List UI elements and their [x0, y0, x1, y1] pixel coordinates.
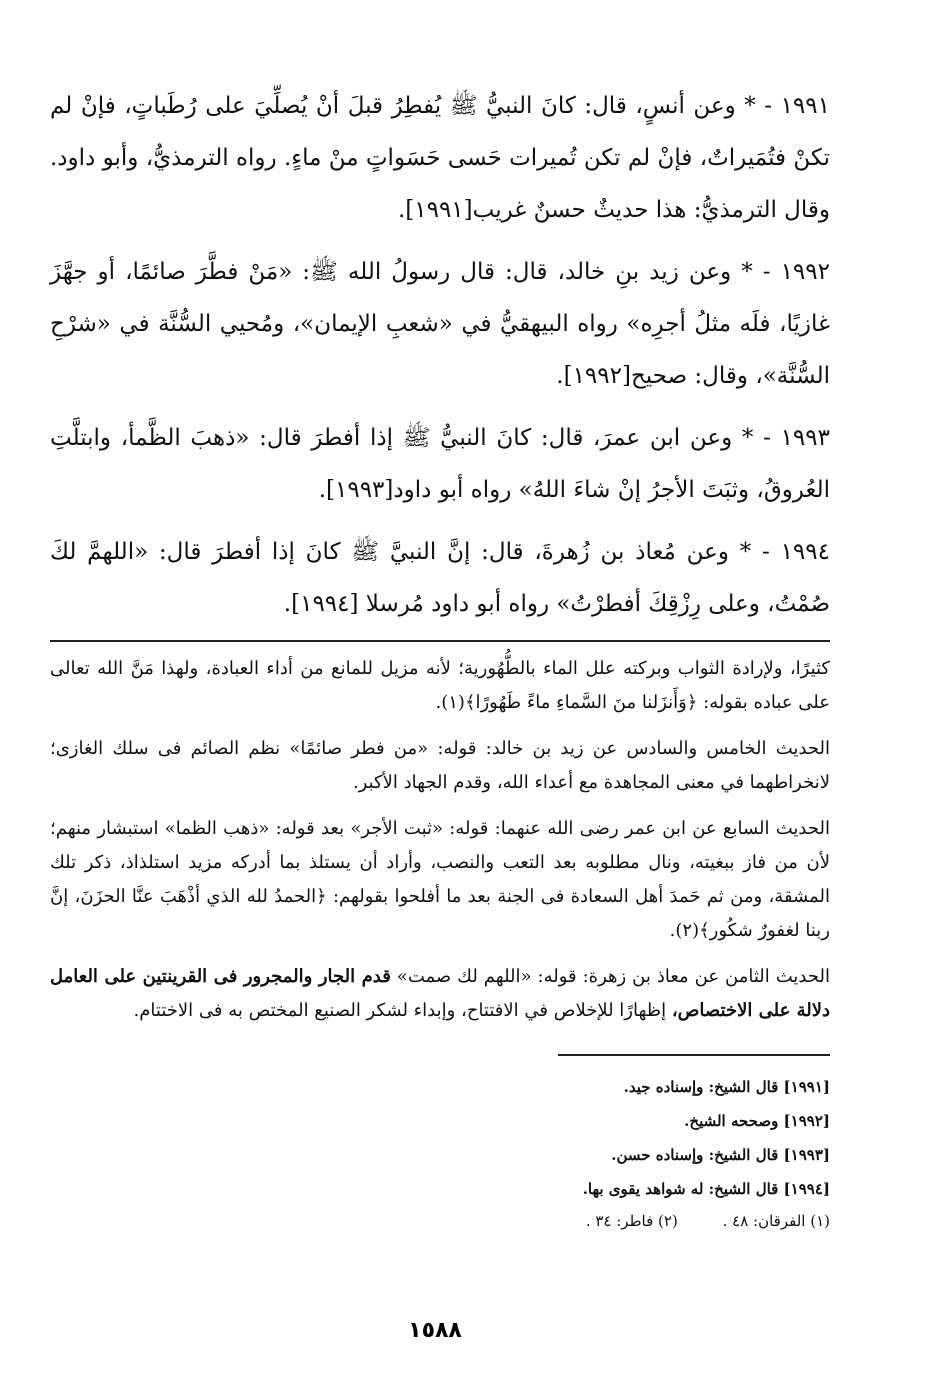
divider-commentary [50, 640, 830, 642]
quran-ref-1: (١) الفرقان: ٤٨ . [722, 1212, 830, 1230]
hadith-1994: ١٩٩٤ - * وعن مُعاذ بن زُهرةَ، قال: إنَّ النبيَّ ﷺ كانَ إذا أفطرَ قال: «اللهمَّ لكَ صُمْتُ، وعلى رِزْقِكَ أفطرْتُ» رواه أبو داود مُرسلا [١٩٩٤]. [50, 539, 830, 617]
page-body [50, 80, 830, 1234]
quran-ref-2: (٢) فاطر: ٣٤ . [585, 1212, 678, 1230]
commentary-paragraph-1: كثيرًا، ولإرادة الثواب وبركته علل الماء بالطُّهُورية؛ لأنه مزيل للمانع من أداء العبادة، ولهذا مَنَّ الله تعالى على عباده بقوله: ﴿وَأَنزَلنا منَ السَّماءِ ماءً طَهُورًا﴾(١). [50, 658, 830, 713]
commentary-paragraph-3: الحديث السابع عن ابن عمر رضى الله عنهما: قوله: «ثبت الأجر» بعد قوله: «ذهب الظما» استبشار منهم؛ لأن من فاز ببغيته، ونال مطلوبه بعد التعب والنصب، وأراد أن يستلذ بما أدركه مزيد استلذاذ، ذكر تلك المشقة، ومن ثم حَمدَ أهل السعادة فى الجنة بعد ما أفلحوا بقولهم: ﴿الحمدُ لله الذي أذْهَبَ عنَّا الحزَنَ، إنَّ ربنا لغفورٌ شكُور﴾(٢). [50, 818, 830, 941]
commentary-4-bold: قدم الجار والمجرور فى القرينتين على العامل دلالة على الاختصاص، [50, 966, 830, 1021]
footnote-1994: [١٩٩٤] قال الشيخ: له شواهد يقوى بها. [582, 1180, 830, 1198]
commentary-4-tail: إظهارًا للإخلاص في الافتتاح، وإبداء لشكر الصنيع المختص به فى الاختتام. [133, 1000, 667, 1021]
footnote-1991: [١٩٩١] قال الشيخ: وإسناده جيد. [623, 1078, 830, 1096]
footnote-1993: [١٩٩٣] قال الشيخ: وإسناده حسن. [611, 1146, 830, 1164]
hadith-1991: ١٩٩١ - * وعن أنسٍ، قال: كانَ النبيُّ ﷺ يُفطِرُ قبلَ أنْ يُصلِّيَ على رُطَباتٍ، فإنْ لم تكنْ فتُمَيراتٌ، فإنْ لم تكن تُميرات حَسى حَسَواتٍ منْ ماءٍ. رواه الترمذيُّ، وأبو داود. وقال الترمذيُّ: هذا حديثٌ حسنٌ غريب[١٩٩١]. [50, 93, 830, 223]
page-number: ١٥٨٨ [408, 1318, 462, 1343]
commentary-paragraph-2: الحديث الخامس والسادس عن زيد بن خالد: قوله: «من فطر صائمًا» نظم الصائم فى سلك الغازى؛ لانخراطهما في معنى المجاهدة مع أعداء الله، وقدم الجهاد الأكبر. [50, 738, 830, 793]
footnote-1992: [١٩٩٢] وصححه الشيخ. [684, 1112, 830, 1130]
commentary-4-lead: الحديث الثامن عن معاذ بن زهرة: قوله: «اللهم لك صمت» [396, 966, 830, 987]
commentary-paragraph-4 [50, 960, 830, 1028]
hadith-1992: ١٩٩٢ - * وعن زيد بنِ خالد، قال: قال رسولُ الله ﷺ: «مَنْ فطَّرَ صائمًا، أو جهَّزَ غازيًا، فلَه مثلُ أجرِه» رواه البيهقيُّ في «شعبِ الإيمان»، ومُحيي السُّنَّة في «شرْحِ السُّنَّة»، وقال: صحيح[١٩٩٢]. [50, 259, 830, 389]
quran-references [50, 1208, 830, 1234]
divider-footnotes [558, 1054, 830, 1056]
hadith-1993: ١٩٩٣ - * وعن ابن عمرَ، قال: كانَ النبيُّ ﷺ إذا أفطرَ قال: «ذهبَ الظَّمأ، وابتلَّتِ العُروقُ، وثبَتَ الأجرُ إنْ شاءَ اللهُ» رواه أبو داود[١٩٩٣]. [50, 425, 830, 503]
